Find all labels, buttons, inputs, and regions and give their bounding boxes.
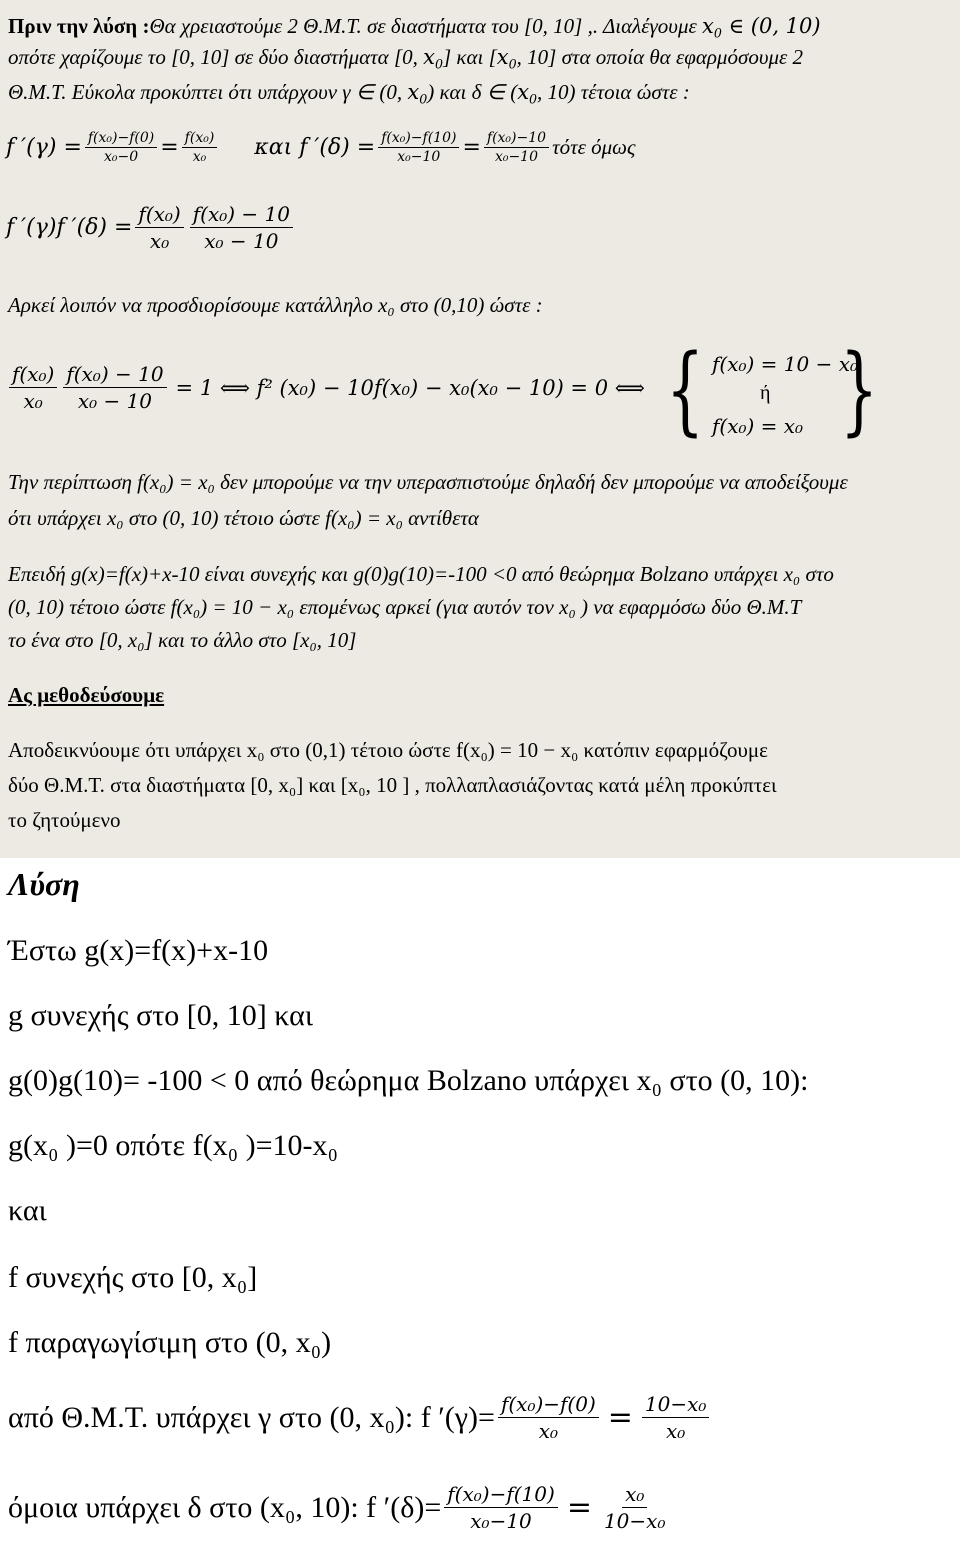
hint-line-2: οπότε χαρίζουμε το [0, 10] σε δύο διαστήματα [0, $x_0$] και [$x_0$, 10] στα οποία θα εφαρμόσουμε 2: [8, 45, 804, 72]
left-brace: {: [666, 335, 705, 447]
solution-title: Λύση: [8, 866, 80, 902]
solution-line-5: και: [8, 1194, 47, 1227]
hint-paragraph-4-line-2: (0, 10) τέτοιο ώστε f(x₀) = 10 − x₀ επομένως αρκεί (για αυτόν τον x₀ ) να εφαρμόσω δύο Θ.Μ.Τ: [8, 595, 802, 619]
solution-line-2: g συνεχής στο [0, 10] και: [8, 999, 313, 1032]
solution-line-1: Έστω g(x)=f(x)+x-10: [8, 934, 269, 967]
hint-line-1: Πριν την λύση :Θα χρειαστούμε 2 Θ.Μ.Τ. σε διαστήματα του [0, 10] ,. Διαλέγουμε $x_0$ ∈ (0, 10): [8, 14, 821, 41]
hint-paragraph-4-line-3: το ένα στο [0, x₀] και το άλλο στο [x₀, 10]: [8, 628, 357, 652]
case-2: f(x₀) = x₀: [712, 414, 804, 438]
solution-line-6: f συνεχής στο [0, x₀]: [8, 1261, 258, 1294]
hint-paragraph-5-line-1: Αποδεικνύουμε ότι υπάρχει x₀ στο (0,1) τέτοιο ώστε f(x₀) = 10 − x₀ κατόπιν εφαρμόζουμε: [8, 738, 768, 762]
hint-paragraph-5-line-2: δύο Θ.Μ.Τ. στα διαστήματα [0, x₀] και [x₀, 10 ] , πολλαπλασιάζοντας κατά μέλη προκύπτει: [8, 773, 777, 797]
right-brace: }: [840, 335, 879, 447]
hint-title: Πριν την λύση :: [8, 14, 150, 38]
mvt-product-equation: f ′(γ)f ′(δ) = $\frac{\text{f(x₀)}}{\text{x₀}}$ $\frac{\text{f(x₀) − 10}}{\text{x₀ − 10}}$: [6, 202, 296, 253]
case-1: f(x₀) = 10 − x₀: [712, 352, 858, 376]
hint-paragraph-4-line-1: Επειδή g(x)=f(x)+x-10 είναι συνεχής και g(0)g(10)=-100 <0 από θεώρημα Bolzano υπάρχει x₀ στο: [8, 562, 834, 586]
mvt-equation-1: f ′(γ) = $\frac{\text{f(x₀)−f(0)}}{\text{x₀−0}}$ = $\frac{\text{f(x₀)}}{\text{x₀}}$ και f ′(δ) = $\frac{\text{f(x₀)−f(10)}}{\text{x₀−10}}$ = $\frac{\text{f(x₀)−10}}{\text{x₀−10}}$ τότε όμως: [6, 130, 636, 165]
hint-paragraph-3-line-2: ότι υπάρχει x₀ στο (0, 10) τέτοιο ώστε f(x₀) = x₀ αντίθετα: [8, 506, 479, 530]
solution-line-8: από Θ.Μ.Τ. υπάρχει γ στο (0, x₀): f ′(γ)= $\frac{\text{f(x₀)−f(0)}}{\text{x₀}}$ = $\frac{\text{10−x₀}}{\text{x₀}}$: [8, 1392, 712, 1443]
solution-line-7: f παραγωγίσιμη στο (0, x₀): [8, 1326, 332, 1359]
hint-paragraph-5-line-3: το ζητούμενο: [8, 808, 121, 832]
hint-paragraph-2: Αρκεί λοιπόν να προσδιορίσουμε κατάλληλο x₀ στο (0,10) ώστε :: [8, 293, 543, 317]
hint-line-3: Θ.Μ.Τ. Εύκολα προκύπτει ότι υπάρχουν γ ∈ (0, $x_0$) και δ ∈ ($x_0$, 10) τέτοια ώστε :: [8, 80, 690, 107]
method-title: Ας μεθοδεύσουμε: [8, 683, 165, 707]
hint-paragraph-3-line-1: Την περίπτωση f(x₀) = x₀ δεν μπορούμε να την υπερασπιστούμε δηλαδή δεν μπορούμε να αποδείξουμε: [8, 470, 848, 494]
case-or: ή: [760, 382, 771, 404]
quadratic-equivalence: $\frac{\text{f(x₀)}}{\text{x₀}}$ $\frac{\text{f(x₀) − 10}}{\text{x₀ − 10}}$ = 1 ⟺ f² (x₀) − 10f(x₀) − x₀(x₀ − 10) = 0 ⟺: [6, 362, 645, 413]
solution-line-3: g(0)g(10)= -100 < 0 από θεώρημα Bolzano υπάρχει x₀ στο (0, 10):: [8, 1064, 809, 1097]
solution-line-9: όμοια υπάρχει δ στο (x₀, 10): f ′(δ)= $\frac{\text{f(x₀)−f(10)}}{\text{x₀−10}}$ = $\frac{\text{x₀}}{\text{10−x₀}}$: [8, 1482, 666, 1533]
solution-line-4: g(x₀ )=0 οπότε f(x₀ )=10-x₀: [8, 1129, 338, 1162]
